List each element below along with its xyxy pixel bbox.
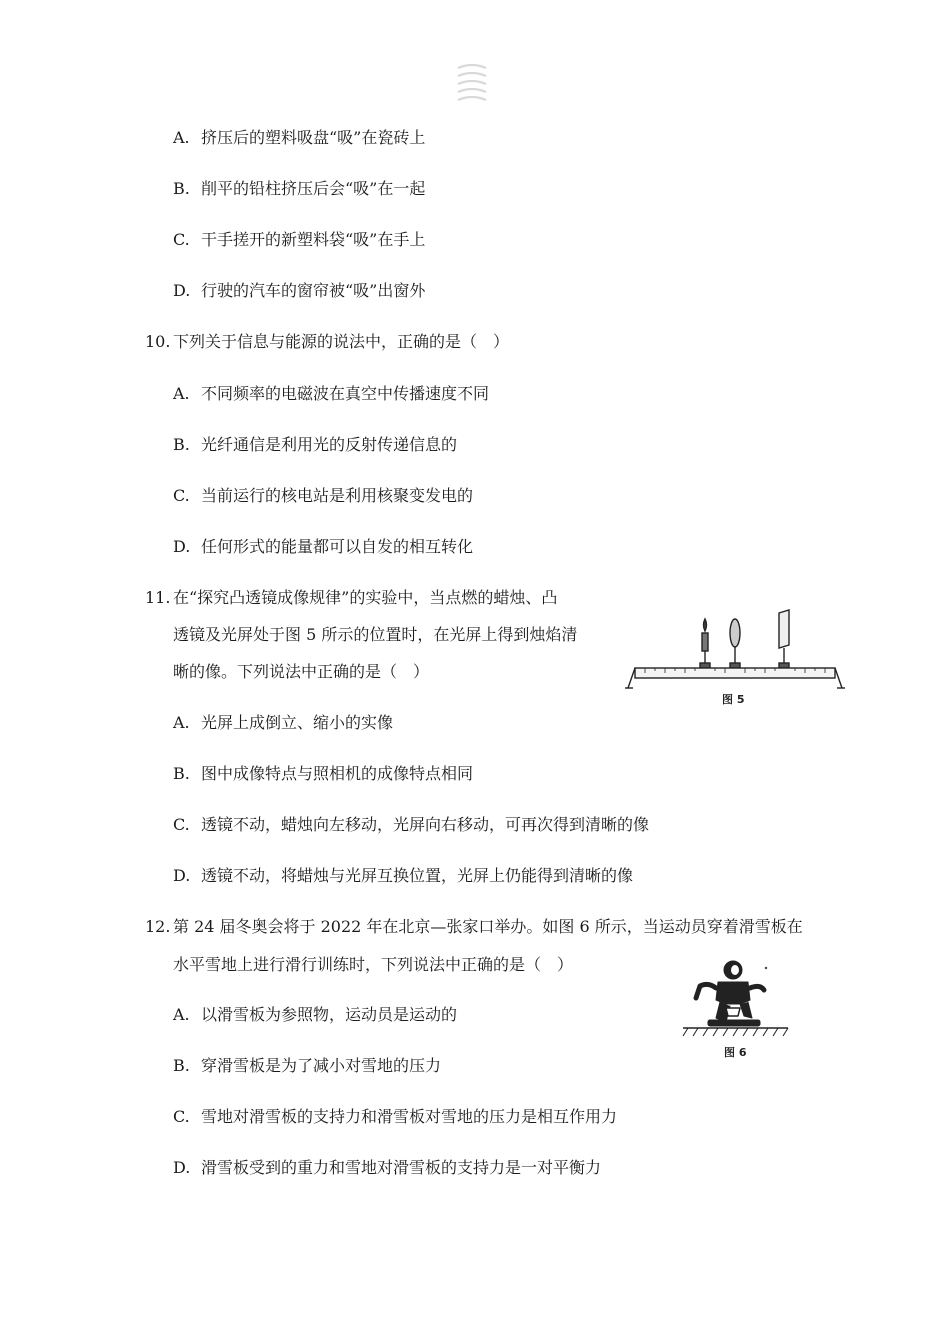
figure-5-caption: 图 5 <box>722 693 745 706</box>
q12-option-c[interactable] <box>173 1106 617 1128</box>
q12-option-d[interactable] <box>173 1157 601 1179</box>
option-text: 不同频率的电磁波在真空中传播速度不同 <box>201 384 490 403</box>
q11-option-b[interactable] <box>173 763 473 785</box>
option-label: A. <box>173 1005 190 1024</box>
q11-option-d[interactable] <box>173 865 633 887</box>
option-text: 任何形式的能量都可以自发的相互转化 <box>201 537 474 556</box>
q10-option-c[interactable] <box>173 485 473 507</box>
option-label: C. <box>173 230 190 249</box>
question-text: 在“探究凸透镜成像规律”的实验中，当点燃的蜡烛、凸 <box>173 588 558 607</box>
option-text: 雪地对滑雪板的支持力和滑雪板对雪地的压力是相互作用力 <box>201 1107 618 1126</box>
q9-option-d[interactable] <box>173 280 425 302</box>
q12-stem <box>145 916 803 938</box>
option-label: B. <box>173 1056 190 1075</box>
option-label: D. <box>173 537 191 556</box>
option-label: D. <box>173 1158 191 1177</box>
option-label: A. <box>173 713 190 732</box>
option-label: C. <box>173 1107 190 1126</box>
option-text: 穿滑雪板是为了减小对雪地的压力 <box>201 1056 442 1075</box>
option-label: A. <box>173 384 190 403</box>
q12-stem-line-2: 水平雪地上进行滑行训练时，下列说法中正确的是（ ） <box>173 955 574 974</box>
q12-option-b[interactable] <box>173 1055 441 1077</box>
question-number: 10. <box>145 332 171 351</box>
option-text: 以滑雪板为参照物，运动员是运动的 <box>201 1005 458 1024</box>
option-text: 滑雪板受到的重力和雪地对滑雪板的支持力是一对平衡力 <box>201 1158 602 1177</box>
question-text: 第 24 届冬奥会将于 2022 年在北京—张家口举办。如图 6 所示，当运动员穿着滑雪板在 <box>173 917 803 936</box>
question-number: 11. <box>145 588 171 607</box>
option-text: 透镜不动，将蜡烛与光屏互换位置，光屏上仍能得到清晰的像 <box>201 866 634 885</box>
option-text: 削平的铅柱挤压后会“吸”在一起 <box>201 179 426 198</box>
option-text: 图中成像特点与照相机的成像特点相同 <box>201 764 474 783</box>
option-text: 干手搓开的新塑料袋“吸”在手上 <box>201 230 426 249</box>
watermark-icon <box>455 60 489 104</box>
skier <box>696 961 764 1026</box>
snow-dot <box>765 967 767 969</box>
option-text: 行驶的汽车的窗帘被“吸”出窗外 <box>201 281 426 300</box>
option-label: C. <box>173 815 190 834</box>
q10-option-b[interactable] <box>173 434 457 456</box>
q10-stem <box>145 331 509 353</box>
light-screen <box>779 610 789 668</box>
option-text: 光纤通信是利用光的反射传递信息的 <box>201 435 458 454</box>
figure-6-skier <box>678 958 793 1066</box>
q9-option-a[interactable] <box>173 127 425 149</box>
option-label: D. <box>173 866 191 885</box>
figure-5-optical-bench <box>625 605 845 713</box>
option-text: 透镜不动，蜡烛向左移动，光屏向右移动，可再次得到清晰的像 <box>201 815 650 834</box>
candle <box>700 619 710 668</box>
q9-option-b[interactable] <box>173 178 425 200</box>
option-label: B. <box>173 764 190 783</box>
q12-option-a[interactable] <box>173 1004 457 1026</box>
option-label: B. <box>173 179 190 198</box>
option-text: 当前运行的核电站是利用核聚变发电的 <box>201 486 474 505</box>
q10-option-a[interactable] <box>173 383 489 405</box>
optical-bench <box>625 668 845 688</box>
q11-stem-line-2: 透镜及光屏处于图 5 所示的位置时，在光屏上得到烛焰清 <box>173 625 578 644</box>
question-text: 下列关于信息与能源的说法中，正确的是（ ） <box>173 332 510 351</box>
q11-stem <box>145 587 557 609</box>
option-text: 挤压后的塑料吸盘“吸”在瓷砖上 <box>201 128 426 147</box>
q11-option-c[interactable] <box>173 814 649 836</box>
q10-option-d[interactable] <box>173 536 473 558</box>
q9-option-c[interactable] <box>173 229 425 251</box>
figure-6-caption: 图 6 <box>724 1046 747 1059</box>
option-label: D. <box>173 281 191 300</box>
option-text: 光屏上成倒立、缩小的实像 <box>201 713 394 732</box>
question-number: 12. <box>145 917 171 936</box>
q11-stem-line-3: 晰的像。下列说法中正确的是（ ） <box>173 662 430 681</box>
option-label: C. <box>173 486 190 505</box>
snow-ground <box>683 1028 788 1036</box>
option-label: A. <box>173 128 190 147</box>
convex-lens <box>730 619 740 668</box>
q11-option-a[interactable] <box>173 712 393 734</box>
option-label: B. <box>173 435 190 454</box>
